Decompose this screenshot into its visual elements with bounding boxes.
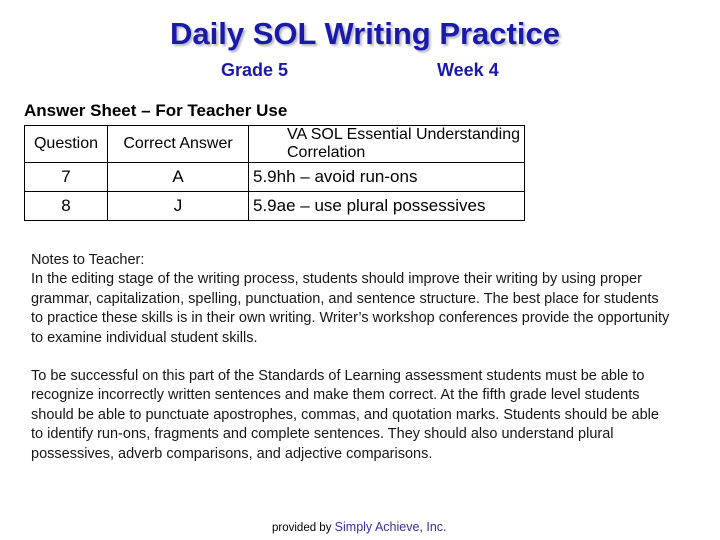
column-header-correlation: VA SOL Essential Understanding Correlation [249, 126, 525, 163]
teacher-notes [31, 251, 671, 464]
question-cell: 8 [25, 192, 108, 221]
notes-paragraph-1: In the editing stage of the writing process, students should improve their writing by using proper grammar, capitalization, spelling, punctuation, and sentence structure. The best place for students to practice these skills is in their own writing. Writer’s workshop conferences provide the opportunity to examine individual student skills. [31, 271, 670, 346]
answer-cell: J [108, 192, 249, 221]
answer-sheet-heading: Answer Sheet – For Teacher Use [24, 101, 288, 120]
table-header-row [25, 126, 525, 163]
footer-credit [272, 520, 447, 534]
answer-cell: A [108, 163, 249, 192]
footer-brand: Simply Achieve, Inc. [334, 520, 447, 534]
question-cell: 7 [25, 163, 108, 192]
table-row [25, 163, 525, 192]
week-label: Week 4 [437, 60, 499, 80]
table-row [25, 192, 525, 221]
notes-paragraph-2: To be successful on this part of the Standards of Learning assessment students must be able to recognize incorrectly written sentences and make them correct. At the fifth grade level students should be able to punctuate apostrophes, commas, and quotation marks. Students should be able to identify run-ons, fragments and complete sentences. They should also understand plural possessives, adverb comparisons, and adjective comparisons. [31, 368, 659, 462]
footer-prefix: provided by [272, 522, 332, 534]
page-title: Daily SOL Writing Practice [170, 16, 560, 51]
answer-table [24, 125, 525, 221]
column-header-question: Question [25, 126, 108, 163]
correlation-cell: 5.9hh – avoid run-ons [249, 163, 525, 192]
correlation-cell: 5.9ae – use plural possessives [249, 192, 525, 221]
notes-label: Notes to Teacher: [31, 252, 145, 268]
grade-label: Grade 5 [221, 60, 289, 80]
column-header-correct-answer: Correct Answer [108, 126, 249, 163]
